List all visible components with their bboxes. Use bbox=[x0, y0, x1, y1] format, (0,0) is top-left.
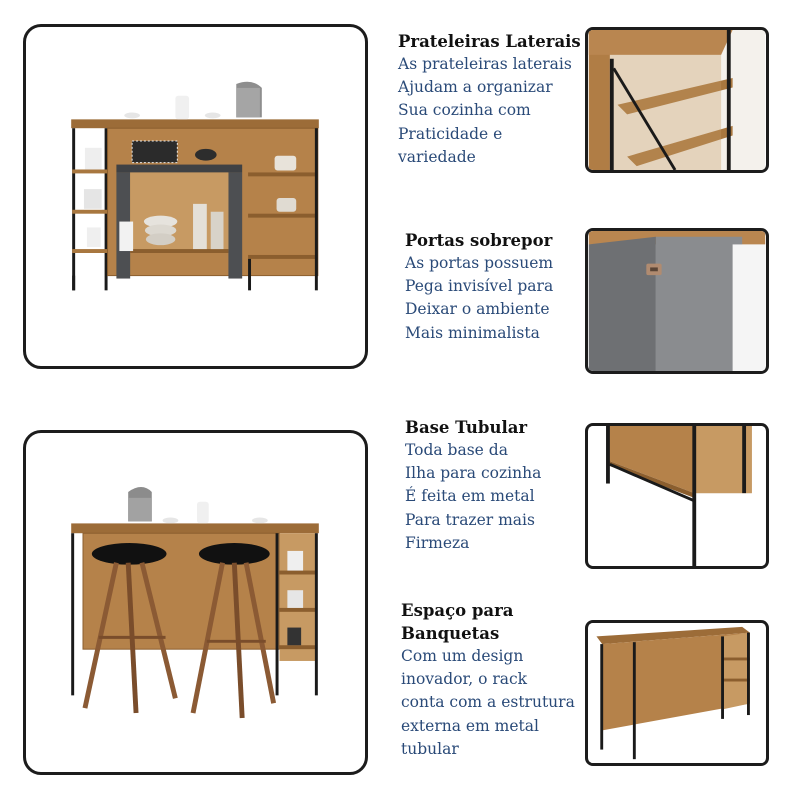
island-stools-photo bbox=[23, 430, 368, 775]
feature-line: Firmeza bbox=[405, 533, 470, 552]
feature-overlay-doors bbox=[405, 229, 553, 345]
feature-line: conta com a estrutura bbox=[401, 693, 575, 712]
feature-line: externa em metal bbox=[401, 716, 539, 735]
feature-title: Portas sobrepor bbox=[405, 231, 553, 250]
feature-title: Banquetas bbox=[401, 624, 500, 643]
feature-line: Ajudam a organizar bbox=[398, 78, 553, 97]
feature-line: Ilha para cozinha bbox=[405, 464, 542, 483]
feature-line: Praticidade e bbox=[398, 124, 503, 143]
island-front-illustration bbox=[26, 27, 365, 366]
feature-line: As portas possuem bbox=[405, 254, 554, 272]
feature-line: Com um design bbox=[401, 647, 524, 665]
feature-stool-space bbox=[401, 599, 575, 761]
feature-line: Para trazer mais bbox=[405, 510, 535, 529]
tubular-base-illustration bbox=[588, 426, 766, 566]
feature-line: tubular bbox=[401, 739, 459, 758]
feature-line: As prateleiras laterais bbox=[398, 55, 572, 73]
feature-tubular-base bbox=[405, 416, 541, 555]
island-stools-illustration bbox=[26, 433, 365, 772]
feature-line: Deixar o ambiente bbox=[405, 300, 550, 319]
island-front-photo bbox=[23, 24, 368, 369]
feature-line: Toda base da bbox=[405, 441, 508, 459]
feature-title: Espaço para bbox=[401, 601, 514, 620]
feature-title: Base Tubular bbox=[405, 418, 528, 437]
side-shelves-detail-photo bbox=[585, 27, 769, 173]
feature-line: Pega invisível para bbox=[405, 277, 554, 296]
feature-line: inovador, o rack bbox=[401, 670, 528, 689]
feature-line: variedade bbox=[398, 147, 476, 166]
overlay-doors-illustration bbox=[588, 231, 766, 371]
feature-line: É feita em metal bbox=[405, 487, 535, 506]
overlay-doors-detail-photo bbox=[585, 228, 769, 374]
tubular-base-detail-photo bbox=[585, 423, 769, 569]
stool-space-detail-photo bbox=[585, 620, 769, 766]
feature-line: Sua cozinha com bbox=[398, 101, 531, 120]
feature-title: Prateleiras Laterais bbox=[398, 32, 581, 51]
side-shelves-illustration bbox=[588, 30, 766, 170]
feature-side-shelves bbox=[398, 30, 581, 169]
feature-line: Mais minimalista bbox=[405, 323, 540, 342]
stool-space-illustration bbox=[588, 623, 766, 763]
